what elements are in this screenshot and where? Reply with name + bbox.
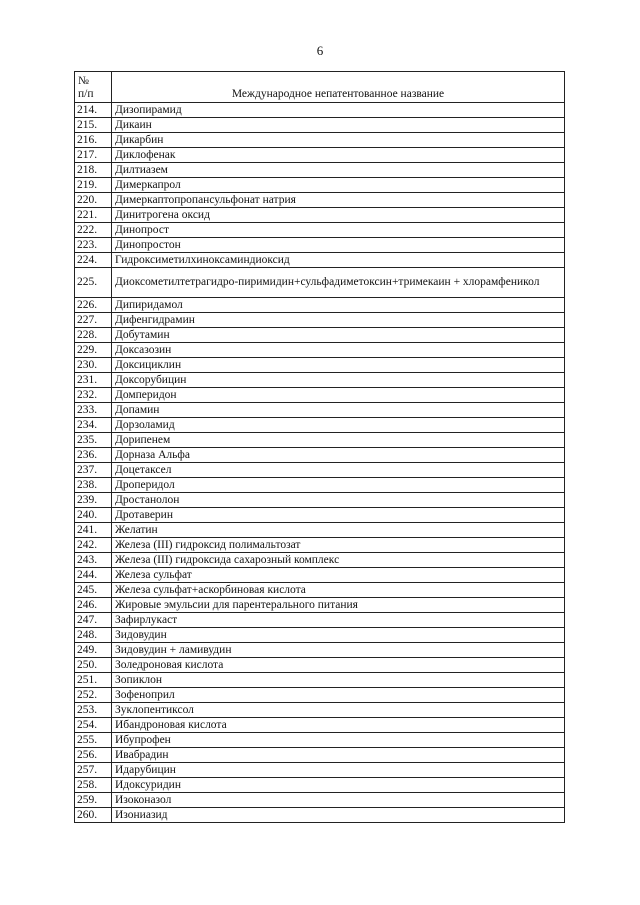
drug-name: Зопиклон xyxy=(112,673,565,688)
table-row xyxy=(75,313,565,328)
drug-name: Зидовудин xyxy=(112,628,565,643)
row-number: 225. xyxy=(75,268,112,298)
row-number: 218. xyxy=(75,163,112,178)
drug-name: Динопрост xyxy=(112,223,565,238)
drug-name: Дифенгидрамин xyxy=(112,313,565,328)
drug-name: Димеркаптопропансульфонат натрия xyxy=(112,193,565,208)
drug-name: Динопростон xyxy=(112,238,565,253)
drug-name: Дорзоламид xyxy=(112,418,565,433)
drug-name: Дротаверин xyxy=(112,508,565,523)
row-number: 245. xyxy=(75,583,112,598)
row-number: 223. xyxy=(75,238,112,253)
drug-name: Дростанолон xyxy=(112,493,565,508)
row-number: 238. xyxy=(75,478,112,493)
drug-name: Добутамин xyxy=(112,328,565,343)
table-row xyxy=(75,433,565,448)
table-row xyxy=(75,193,565,208)
row-number: 233. xyxy=(75,403,112,418)
row-number: 230. xyxy=(75,358,112,373)
table-row xyxy=(75,583,565,598)
page-number: 6 xyxy=(316,43,324,58)
drug-name: Зидовудин + ламивудин xyxy=(112,643,565,658)
drug-name: Дорипенем xyxy=(112,433,565,448)
drug-name: Доксорубицин xyxy=(112,373,565,388)
table-row xyxy=(75,643,565,658)
table-row xyxy=(75,688,565,703)
drug-name: Дизопирамид xyxy=(112,103,565,118)
drug-name: Доксазозин xyxy=(112,343,565,358)
row-number: 246. xyxy=(75,598,112,613)
row-number: 241. xyxy=(75,523,112,538)
drug-name: Дилтиазем xyxy=(112,163,565,178)
table-row xyxy=(75,133,565,148)
table-row xyxy=(75,613,565,628)
row-number: 259. xyxy=(75,793,112,808)
row-number: 251. xyxy=(75,673,112,688)
row-number: 220. xyxy=(75,193,112,208)
row-number: 234. xyxy=(75,418,112,433)
table-row xyxy=(75,178,565,193)
drug-name: Ибупрофен xyxy=(112,733,565,748)
table-row xyxy=(75,763,565,778)
table-row xyxy=(75,598,565,613)
table-row xyxy=(75,478,565,493)
table-row xyxy=(75,568,565,583)
row-number: 215. xyxy=(75,118,112,133)
table-row xyxy=(75,508,565,523)
row-number: 237. xyxy=(75,463,112,478)
row-number: 244. xyxy=(75,568,112,583)
drug-name: Железа (III) гидроксид полимальтозат xyxy=(112,538,565,553)
drug-name: Ивабрадин xyxy=(112,748,565,763)
drug-name: Ибандроновая кислота xyxy=(112,718,565,733)
table-row xyxy=(75,148,565,163)
row-number: 229. xyxy=(75,343,112,358)
row-number: 216. xyxy=(75,133,112,148)
header-number-cell xyxy=(75,72,112,103)
table-row xyxy=(75,298,565,313)
row-number: 226. xyxy=(75,298,112,313)
row-number: 240. xyxy=(75,508,112,523)
table-row xyxy=(75,733,565,748)
table-row xyxy=(75,808,565,823)
table-row xyxy=(75,358,565,373)
drug-name: Золедроновая кислота xyxy=(112,658,565,673)
row-number: 224. xyxy=(75,253,112,268)
row-number: 260. xyxy=(75,808,112,823)
drug-name: Идарубицин xyxy=(112,763,565,778)
table-row xyxy=(75,103,565,118)
drug-name: Дорназа Альфа xyxy=(112,448,565,463)
drug-name: Желатин xyxy=(112,523,565,538)
table-row xyxy=(75,163,565,178)
drug-name: Дипиридамол xyxy=(112,298,565,313)
row-number: 217. xyxy=(75,148,112,163)
row-number: 232. xyxy=(75,388,112,403)
row-number: 222. xyxy=(75,223,112,238)
drug-name: Дроперидол xyxy=(112,478,565,493)
drug-name: Жировые эмульсии для парентерального питания xyxy=(112,598,565,613)
header-number-symbol: № xyxy=(78,75,89,87)
table-row xyxy=(75,208,565,223)
drug-name: Динитрогена оксид xyxy=(112,208,565,223)
row-number: 235. xyxy=(75,433,112,448)
drug-name: Диклофенак xyxy=(112,148,565,163)
table-row xyxy=(75,673,565,688)
drug-name: Железа сульфат+аскорбиновая кислота xyxy=(112,583,565,598)
table-row xyxy=(75,403,565,418)
row-number: 228. xyxy=(75,328,112,343)
row-number: 236. xyxy=(75,448,112,463)
table-row xyxy=(75,223,565,238)
table-row xyxy=(75,463,565,478)
row-number: 214. xyxy=(75,103,112,118)
table-row xyxy=(75,118,565,133)
table-row xyxy=(75,448,565,463)
table-row xyxy=(75,553,565,568)
table-row xyxy=(75,418,565,433)
drug-name: Идоксуридин xyxy=(112,778,565,793)
table-row xyxy=(75,343,565,358)
row-number: 221. xyxy=(75,208,112,223)
drug-name: Дикарбин xyxy=(112,133,565,148)
table-row xyxy=(75,328,565,343)
row-number: 247. xyxy=(75,613,112,628)
drug-name: Димеркапрол xyxy=(112,178,565,193)
table-row xyxy=(75,718,565,733)
drug-name: Диоксометилтетрагидро-пиримидин+сульфадиметоксин+тримекаин + хлорамфеникол xyxy=(112,268,565,298)
table-row xyxy=(75,538,565,553)
table-row xyxy=(75,388,565,403)
table-row xyxy=(75,748,565,763)
table-row xyxy=(75,253,565,268)
drug-name: Доксициклин xyxy=(112,358,565,373)
table-row xyxy=(75,793,565,808)
row-number: 256. xyxy=(75,748,112,763)
drug-name: Зафирлукаст xyxy=(112,613,565,628)
table-row xyxy=(75,373,565,388)
row-number: 219. xyxy=(75,178,112,193)
drug-name: Железа (III) гидроксида сахарозный комплекс xyxy=(112,553,565,568)
row-number: 250. xyxy=(75,658,112,673)
table-body xyxy=(75,103,565,823)
drug-name: Изоконазол xyxy=(112,793,565,808)
table-row xyxy=(75,658,565,673)
row-number: 239. xyxy=(75,493,112,508)
table-row xyxy=(75,493,565,508)
drug-name: Дикаин xyxy=(112,118,565,133)
row-number: 243. xyxy=(75,553,112,568)
row-number: 258. xyxy=(75,778,112,793)
table-row xyxy=(75,703,565,718)
drug-name: Гидроксиметилхиноксаминдиоксид xyxy=(112,253,565,268)
drug-name: Железа сульфат xyxy=(112,568,565,583)
row-number: 252. xyxy=(75,688,112,703)
drug-name: Доцетаксел xyxy=(112,463,565,478)
row-number: 227. xyxy=(75,313,112,328)
row-number: 254. xyxy=(75,718,112,733)
table-row xyxy=(75,628,565,643)
row-number: 231. xyxy=(75,373,112,388)
table-row xyxy=(75,778,565,793)
row-number: 249. xyxy=(75,643,112,658)
row-number: 253. xyxy=(75,703,112,718)
drug-name: Зуклопентиксол xyxy=(112,703,565,718)
drug-list-table xyxy=(74,71,565,823)
header-number-abbrev: п/п xyxy=(78,88,94,100)
row-number: 248. xyxy=(75,628,112,643)
row-number: 242. xyxy=(75,538,112,553)
table-header-row xyxy=(75,72,565,103)
table-row xyxy=(75,268,565,298)
drug-name: Изониазид xyxy=(112,808,565,823)
table-row xyxy=(75,523,565,538)
drug-name: Домперидон xyxy=(112,388,565,403)
table-row xyxy=(75,238,565,253)
row-number: 257. xyxy=(75,763,112,778)
row-number: 255. xyxy=(75,733,112,748)
drug-name: Зофеноприл xyxy=(112,688,565,703)
header-name-cell: Международное непатентованное название xyxy=(112,72,565,103)
drug-name: Допамин xyxy=(112,403,565,418)
